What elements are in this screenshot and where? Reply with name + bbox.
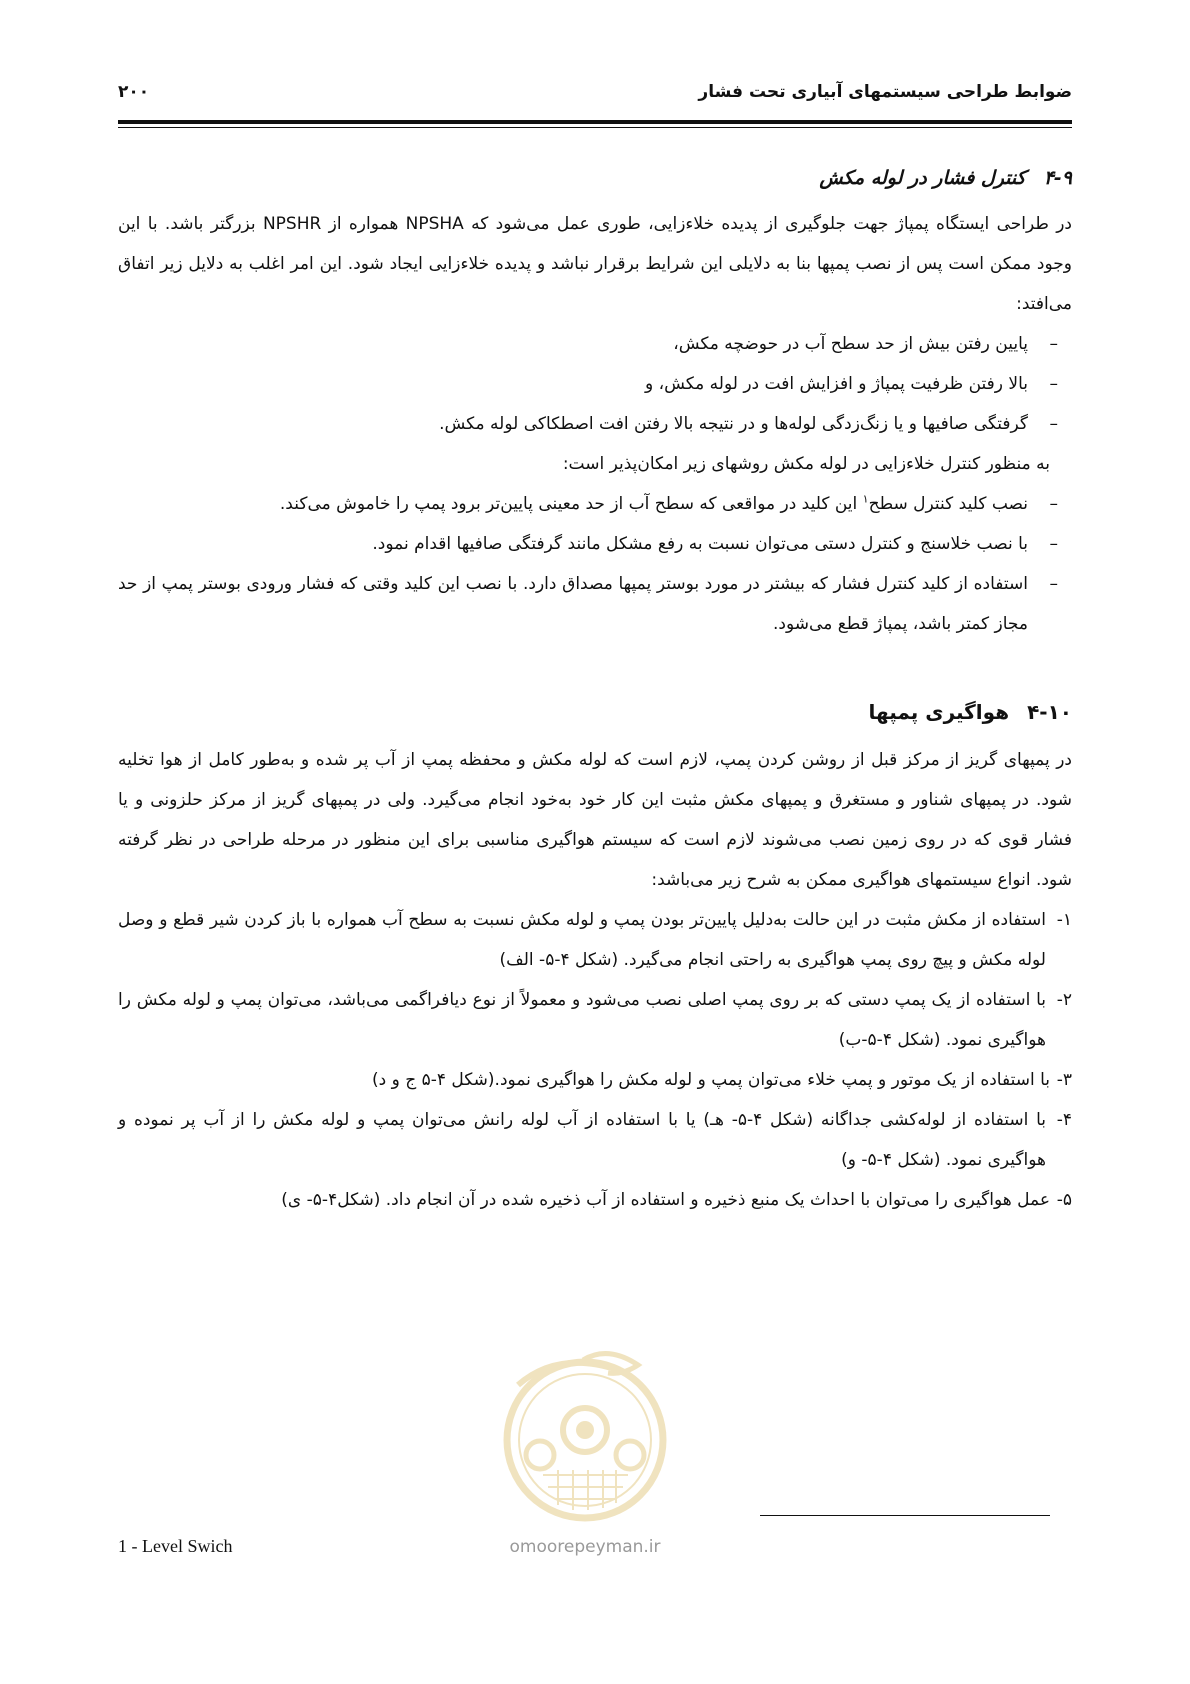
footnote-rule	[760, 1515, 1050, 1516]
list-item	[118, 1100, 1072, 1180]
list-item-text: عمل هواگیری را می‌توان با احداث یک منبع ذخیره و استفاده از آب ذخیره شده در آن انجام داد. (شکل۴-۵- ی)	[281, 1190, 1050, 1210]
header-rule-thin	[118, 127, 1072, 128]
page-number: ۲۰۰	[118, 82, 150, 102]
list-item-text: استفاده از کلید کنترل فشار که بیشتر در مورد بوستر پمپها مصداق دارد. با نصب این کلید وقتی که فشار ورودی بوستر پمپ از حد مجاز کمتر باشد، پمپاژ قطع می‌شود.	[118, 574, 1028, 634]
dash-bullet: –	[1049, 374, 1058, 394]
list-item-text: بالا رفتن ظرفیت پمپاژ و افزایش افت در لوله مکش، و	[645, 374, 1028, 394]
paragraph: در طراحی ایستگاه پمپاژ جهت جلوگیری از پدیده خلاءزایی، طوری عمل می‌شود که NPSHA همواره از NPSHR بزرگتر باشد. با این وجود ممکن است پس از نصب پمپها بنا به دلایلی این شرایط برقرار نباشد و پدیده خلاءزایی ایجاد شود. این امر اغلب به دلایل زیر اتفاق می‌افتد:	[118, 214, 1072, 314]
section-title: کنترل فشار در لوله مکش	[819, 167, 1026, 189]
running-title: ضوابط طراحی سیستمهای آبیاری تحت فشار	[698, 82, 1072, 102]
list-item-text: پایین رفتن بیش از حد سطح آب در حوضچه مکش،	[673, 334, 1028, 354]
list-item-text: استفاده از مکش مثبت در این حالت به‌دلیل پایین‌تر بودن پمپ و لوله مکش نسبت به سطح آب همواره با باز کردن شیر قطع و وصل لوله مکش و پیچ روی پمپ هواگیری به راحتی انجام می‌گیرد. (شکل ۴-۵- الف)	[118, 910, 1046, 970]
header-rule-thick	[118, 120, 1072, 124]
list-item	[118, 404, 1072, 444]
list-item-text: گرفتگی صافیها و یا زنگ‌زدگی لوله‌ها و در نتیجه بالا رفتن افت اصطکاکی لوله مکش.	[439, 414, 1028, 434]
section-heading-4-9	[118, 158, 1072, 198]
paragraph: به منظور کنترل خلاءزایی در لوله مکش روشهای زیر امکان‌پذیر است:	[562, 454, 1050, 474]
list-item	[118, 1180, 1072, 1220]
watermark-logo-icon	[498, 1345, 673, 1545]
list-item	[118, 900, 1072, 980]
section-number: ۴-۱۰	[1027, 700, 1072, 724]
dash-bullet: –	[1049, 494, 1058, 514]
list-item	[118, 484, 1072, 524]
watermark-url: omoorepeyman.ir	[509, 1537, 661, 1557]
list-number: ۵-	[1056, 1190, 1072, 1210]
list-item-text: با استفاده از یک موتور و پمپ خلاء می‌توان پمپ و لوله مکش را هواگیری نمود.(شکل ۴-۵ ج و د)	[371, 1070, 1050, 1090]
dash-bullet: –	[1049, 574, 1058, 594]
list-item	[118, 524, 1072, 564]
page-body	[118, 150, 1072, 1220]
page-header	[118, 72, 1072, 112]
list-item	[118, 980, 1072, 1060]
list-item-text: این کلید در مواقعی که سطح آب از حد معینی پایین‌تر برود پمپ را خاموش می‌کند.	[279, 494, 863, 514]
list-number: ۲-	[1056, 990, 1072, 1010]
paragraph: در پمپهای گریز از مرکز قبل از روشن کردن پمپ، لازم است که لوله مکش و محفظه پمپ از آب پر شده و به‌طور کامل از هوا تخلیه شود. در پمپهای شناور و مستغرق و پمپهای مکش مثبت این کار خود به‌خود انجام می‌گیرد. ولی در پمپهای گریز از مرکز حلزونی و یا فشار قوی که در روی زمین نصب می‌شوند لازم است که سیستم هواگیری مناسبی برای این منظور در مرحله طراحی در نظر گرفته شود. انواع سیستمهای هواگیری ممکن به شرح زیر می‌باشد:	[118, 750, 1072, 890]
list-item	[118, 564, 1072, 644]
footnote: 1 - Level Swich	[118, 1536, 233, 1556]
list-number: ۱-	[1056, 910, 1072, 930]
list-number: ۳-	[1056, 1070, 1072, 1090]
dash-bullet: –	[1049, 334, 1058, 354]
section-number: ۴-۹	[1043, 167, 1072, 189]
dash-bullet: –	[1049, 534, 1058, 554]
list-item-text: با استفاده از لوله‌کشی جداگانه (شکل ۴-۵- هـ) یا با استفاده از آب لوله رانش می‌توان پمپ و لوله مکش را از آب پر نموده و هواگیری نمود. (شکل ۴-۵- و)	[118, 1110, 1046, 1170]
list-item	[118, 364, 1072, 404]
dash-bullet: –	[1049, 414, 1058, 434]
section-heading-4-10	[118, 692, 1072, 732]
footnote-marker: ۱	[862, 492, 869, 506]
list-item-text: با نصب خلاسنج و کنترل دستی می‌توان نسبت به رفع مشکل مانند گرفتگی صافیها اقدام نمود.	[372, 534, 1028, 554]
section-title: هواگیری پمپها	[868, 700, 1010, 724]
list-item	[118, 1060, 1072, 1100]
list-item-text: نصب کلید کنترل سطح	[868, 494, 1028, 514]
list-number: ۴-	[1056, 1110, 1072, 1130]
list-item-text: با استفاده از یک پمپ دستی که بر روی پمپ اصلی نصب می‌شود و معمولاً از نوع دیافراگمی می‌باشد، می‌توان پمپ و لوله مکش را هواگیری نمود. (شکل ۴-۵-ب)	[118, 990, 1046, 1050]
list-item	[118, 324, 1072, 364]
